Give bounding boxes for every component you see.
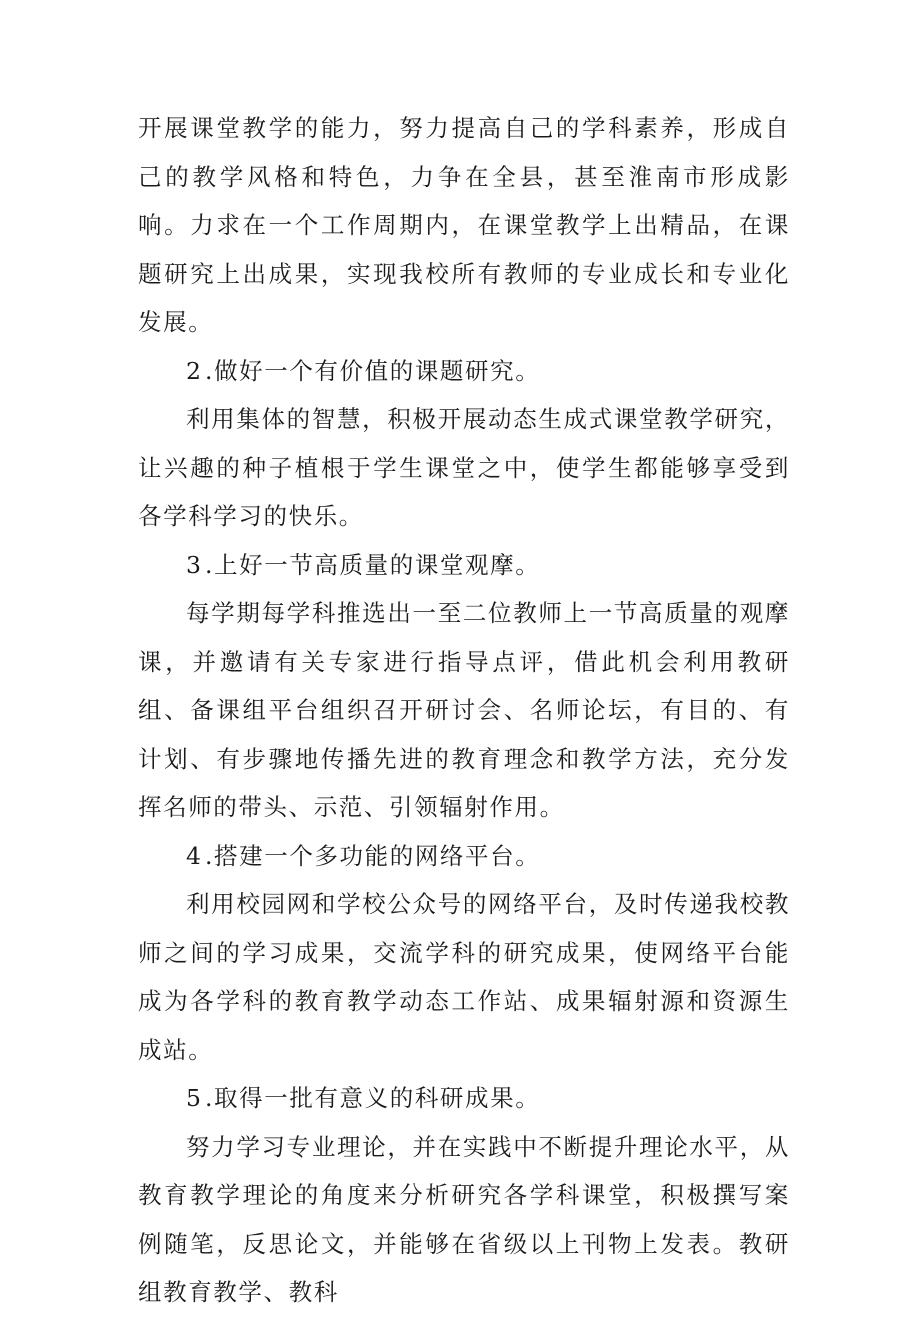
section-heading-4 [138, 832, 790, 881]
paragraph-observation: 每学期每学科推选出一至二位教师上一节高质量的观摩课，并邀请有关专家进行指导点评，借此机会利用教研组、备课组平台组织召开研讨会、名师论坛，有目的、有计划、有步骤地传播先进的教育理念和教学方法，充分发挥名师的带头、示范、引领辐射作用。 [138, 599, 790, 821]
document-body [138, 104, 790, 1317]
paragraph-research: 利用集体的智慧，积极开展动态生成式课堂教学研究，让兴趣的种子植根于学生课堂之中，使学生都能够享受到各学科学习的快乐。 [138, 405, 790, 530]
section-heading-2 [138, 347, 790, 396]
paragraph-achievements: 努力学习专业理论，并在实践中不断提升理论水平，从教育教学理论的角度来分析研究各学科课堂，积极撰写案例随笔，反思论文，并能够在省级以上刊物上发表。教研组教育教学、教科 [138, 1132, 790, 1306]
heading-text: .上好一节高质量的课堂观摩。 [204, 550, 541, 579]
heading-text: .搭建一个多功能的网络平台。 [204, 841, 541, 870]
paragraph-network: 利用校园网和学校公众号的网络平台，及时传递我校教师之间的学习成果，交流学科的研究成果，使网络平台能成为各学科的教育教学动态工作站、成果辐射源和资源生成站。 [138, 890, 790, 1064]
heading-number: 4 [186, 841, 205, 870]
heading-number: 3 [186, 550, 205, 579]
heading-number: 5 [186, 1084, 205, 1112]
section-heading-5 [138, 1074, 790, 1123]
heading-number: 2 [186, 356, 205, 385]
heading-text: .做好一个有价值的课题研究。 [204, 356, 541, 385]
heading-text: .取得一批有意义的科研成果。 [204, 1084, 541, 1112]
paragraph-intro: 开展课堂教学的能力，努力提高自己的学科素养，形成自己的教学风格和特色，力争在全县，甚至淮南市形成影响。力求在一个工作周期内，在课堂教学上出精品，在课题研究上出成果，实现我校所有教师的专业成长和专业化发展。 [138, 114, 790, 336]
section-heading-3 [138, 541, 790, 590]
